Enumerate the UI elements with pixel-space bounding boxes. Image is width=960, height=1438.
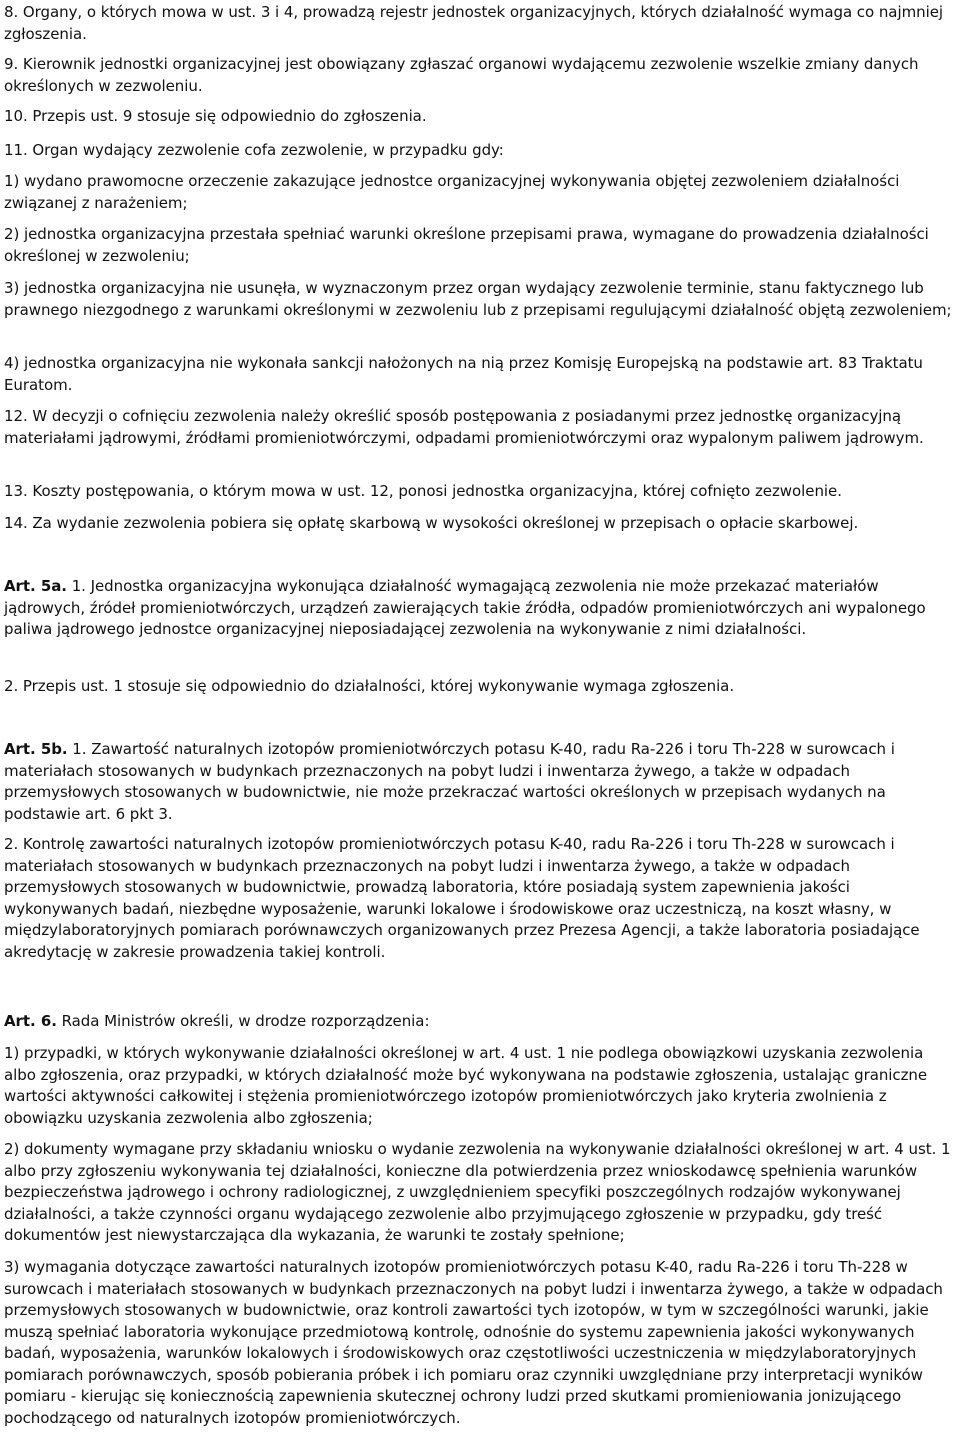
article-label: Art. 5a. bbox=[4, 577, 67, 595]
article-6-item-2 bbox=[4, 1139, 956, 1247]
paragraph-8 bbox=[4, 2, 956, 45]
paragraph-11-item-3 bbox=[4, 278, 956, 321]
paragraph-text: 10. Przepis ust. 9 stosuje się odpowiednio do zgłoszenia. bbox=[4, 107, 427, 125]
paragraph-11-item-1 bbox=[4, 171, 956, 214]
paragraph-9 bbox=[4, 54, 956, 97]
paragraph-text: 2. Kontrolę zawartości naturalnych izotopów promieniotwórczych potasu K-40, radu Ra-226 i toru Th-228 w surowcach i materiałach stosowanych w budynkach przeznaczonych na pobyt ludzi i inwentarza żywego, a także w odpadach przemysłowych stosowanych w budownictwie, prowadzą laboratoria, które posiadają system zapewnienia jakości wykonywanych badań, niezbędne wyposażenie, warunki lokalowe i środowiskowe oraz uczestniczą, na koszt własny, w międzylaboratoryjnych pomiarach porównawczych organizowanych przez Prezesa Agencji, a także laboratoria posiadające akredytację w zakresie prowadzenia takiej kontroli. bbox=[4, 835, 920, 961]
article-5a-section-1 bbox=[4, 576, 956, 641]
paragraph-text: 14. Za wydanie zezwolenia pobiera się opłatę skarbową w wysokości określonej w przepisach o opłacie skarbowej. bbox=[4, 514, 859, 532]
article-5a-section-2 bbox=[4, 676, 956, 698]
paragraph-11-item-4 bbox=[4, 353, 956, 396]
paragraph-11 bbox=[4, 140, 956, 162]
paragraph-text: 9. Kierownik jednostki organizacyjnej jest obowiązany zgłaszać organowi wydającemu zezwolenie wszelkie zmiany danych określonych w zezwoleniu. bbox=[4, 55, 919, 95]
paragraph-text: 2) jednostka organizacyjna przestała spełniać warunki określone przepisami prawa, wymagane do prowadzenia działalności określonej w zezwoleniu; bbox=[4, 225, 929, 265]
paragraph-text: 13. Koszty postępowania, o którym mowa w ust. 12, ponosi jednostka organizacyjna, której cofnięto zezwolenie. bbox=[4, 482, 842, 500]
article-5b-section-2 bbox=[4, 834, 956, 963]
paragraph-text: 2) dokumenty wymagane przy składaniu wniosku o wydanie zezwolenia na wykonywanie działalności określonej w art. 4 ust. 1 albo przy zgłoszeniu wykonywania tej działalności, konieczne dla potwierdzenia przez wnioskodawcę spełnienia warunków bezpieczeństwa jądrowego i ochrony radiologicznej, z uwzględnieniem specyfiki poszczególnych rodzajów wykonywanej działalności, a także czynności organu wydającego zezwolenie albo przyjmującego zgłoszenie w przypadku, gdy treść dokumentów jest niewystarczająca dla wykazania, że warunki te zostały spełnione; bbox=[4, 1140, 951, 1244]
paragraph-text: 11. Organ wydający zezwolenie cofa zezwolenie, w przypadku gdy: bbox=[4, 141, 504, 159]
article-label: Art. 6. bbox=[4, 1012, 57, 1030]
paragraph-text: 2. Przepis ust. 1 stosuje się odpowiednio do działalności, której wykonywanie wymaga zgłoszenia. bbox=[4, 677, 735, 695]
article-6-intro bbox=[4, 1011, 956, 1033]
paragraph-11-item-2 bbox=[4, 224, 956, 267]
paragraph-text: 4) jednostka organizacyjna nie wykonała sankcji nałożonych na nią przez Komisję Europejską na podstawie art. 83 Traktatu Euratom. bbox=[4, 354, 923, 394]
paragraph-13 bbox=[4, 481, 956, 503]
paragraph-text: 12. W decyzji o cofnięciu zezwolenia należy określić sposób postępowania z posiadanymi przez jednostkę organizacyjną materiałami jądrowymi, źródłami promieniotwórczymi, odpadami promieniotwórczymi oraz wypalonym paliwem jądrowym. bbox=[4, 407, 924, 447]
article-5b-section-1 bbox=[4, 739, 956, 825]
paragraph-text: 3) wymagania dotyczące zawartości naturalnych izotopów promieniotwórczych potasu K-40, radu Ra-226 i toru Th-228 w surowcach i materiałach stosowanych w budynkach przeznaczonych na pobyt ludzi i inwentarza żywego, a także w odpadach przemysłowych stosowanych w budownictwie, oraz kontroli zawartości tych izotopów, w tym w szczególności warunki, jakie muszą spełniać laboratoria wykonujące przedmiotową kontrolę, odnośnie do systemu zapewnienia jakości wykonywanych badań, wyposażenia, warunków lokalowych i środowiskowych oraz częstotliwości uczestniczenia w międzylaboratoryjnych pomiarach porównawczych, sposób pobierania próbek i ich pomiaru oraz czynniki uwzględniane przy interpretacji wyników pomiaru - kierując się koniecznością zapewnienia skutecznej ochrony ludzi przed skutkami promieniowania jonizującego pochodzącego od naturalnych izotopów promieniotwórczych. bbox=[4, 1258, 943, 1427]
paragraph-text: 8. Organy, o których mowa w ust. 3 i 4, prowadzą rejestr jednostek organizacyjnych, których działalność wymaga co najmniej zgłoszenia. bbox=[4, 3, 943, 43]
paragraph-10 bbox=[4, 106, 956, 128]
paragraph-text: 3) jednostka organizacyjna nie usunęła, w wyznaczonym przez organ wydający zezwolenie terminie, stanu faktycznego lub prawnego niezgodnego z warunkami określonymi w zezwoleniu lub z przepisami regulującymi działalność objętą zezwoleniem; bbox=[4, 279, 952, 319]
paragraph-text: Rada Ministrów określi, w drodze rozporządzenia: bbox=[61, 1012, 430, 1030]
paragraph-text: 1. Jednostka organizacyjna wykonująca działalność wymagającą zezwolenia nie może przekazać materiałów jądrowych, źródeł promieniotwórczych, urządzeń zawierających takie źródła, odpadów promieniotwórczych ani wypalonego paliwa jądrowego jednostce organizacyjnej nieposiadającej zezwolenia na wykonywanie z nimi działalności. bbox=[4, 577, 926, 638]
paragraph-text: 1) wydano prawomocne orzeczenie zakazujące jednostce organizacyjnej wykonywania objętej zezwoleniem działalności związanej z narażeniem; bbox=[4, 172, 900, 212]
article-6-item-1 bbox=[4, 1043, 956, 1129]
paragraph-text: 1) przypadki, w których wykonywanie działalności określonej w art. 4 ust. 1 nie podlega obowiązkowi uzyskania zezwolenia albo zgłoszenia, oraz przypadki, w których działalność może być wykonywana na podstawie zgłoszenia, ustalając graniczne wartości aktywności całkowitej i stężenia promieniotwórczego izotopów promieniotwórczych jako kryteria zwolnienia z obowiązku uzyskania zezwolenia albo zgłoszenia; bbox=[4, 1044, 928, 1127]
paragraph-12 bbox=[4, 406, 956, 449]
article-label: Art. 5b. bbox=[4, 740, 68, 758]
paragraph-14 bbox=[4, 513, 956, 535]
article-6-item-3 bbox=[4, 1257, 956, 1429]
paragraph-text: 1. Zawartość naturalnych izotopów promieniotwórczych potasu K-40, radu Ra-226 i toru Th-228 w surowcach i materiałach stosowanych w budynkach przeznaczonych na pobyt ludzi i inwentarza żywego, a także w odpadach przemysłowych stosowanych w budownictwie, nie może przekraczać wartości określonych w przepisach wydanych na podstawie art. 6 pkt 3. bbox=[4, 740, 895, 823]
